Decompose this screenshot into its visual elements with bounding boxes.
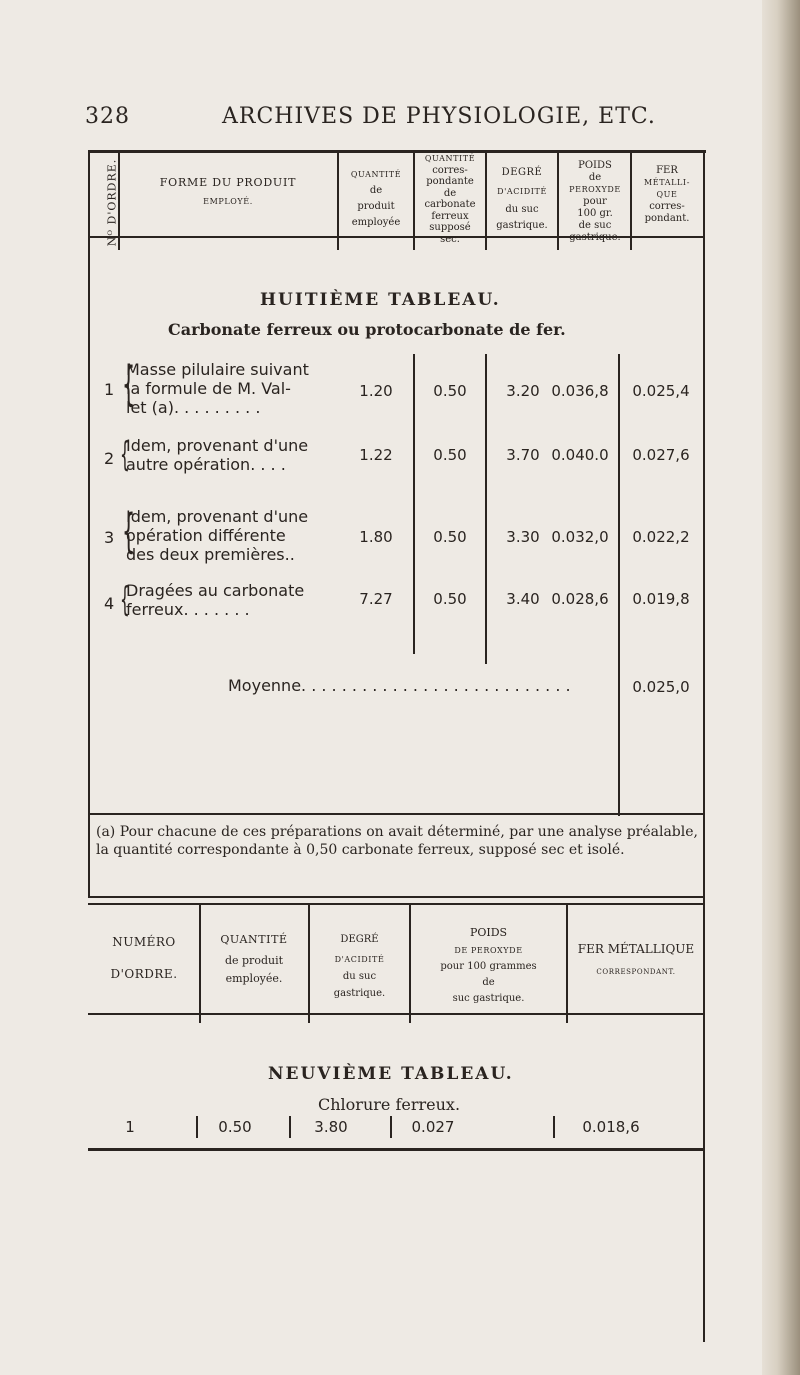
left-brace: { [122,357,136,411]
cell-degre: 3.70 [506,446,540,464]
row-rule [289,1116,291,1138]
cell-poids: 0.027 [411,1118,455,1136]
cell-carbonate: 0.50 [433,446,467,464]
row-rule [196,1116,198,1138]
col-rule [337,150,339,250]
product-description: Dragées au carbonate ferreux. . . . . . . [126,581,305,619]
row-number: 1 [104,380,115,399]
cell-carbonate: 0.50 [433,382,467,400]
row-number: 4 [104,594,115,613]
footnote-top-rule [88,813,705,815]
cell-fer: 0.022,2 [632,528,690,546]
header-poids: POIDS de PEROXYDE pour 100 gr. de suc gastrique. [569,160,621,243]
cell-degre: 3.80 [314,1118,348,1136]
cell-fer: 0.027,6 [632,446,690,464]
product-description: Masse pilulaire suivant la formule de M. Val- let (a). . . . . . . . . [126,360,309,417]
page-number: 328 [85,104,130,129]
row-number: 3 [104,528,115,547]
header-degre: DEGRÉ D'ACIDITÉ du suc gastrique. [333,934,386,999]
row-number: 2 [104,449,115,468]
left-brace: { [122,504,136,558]
cell-poids: 0.032,0 [551,528,609,546]
left-brace: { [119,435,130,475]
average-label: Moyenne. . . . . . . . . . . . . . . . . . . . . . . . . . . [228,676,571,695]
cell-quantite: 1.80 [359,528,393,546]
header-quantite-carbonate: QUANTITÉ corres- pondante de carbonate ferreux supposé sec. [424,154,476,245]
table-top-rule [88,903,705,905]
cell-numero: 1 [125,1118,135,1136]
average-value: 0.025,0 [632,678,690,696]
cell-poids: 0.040.0 [551,446,609,464]
cell-poids: 0.036,8 [551,382,609,400]
body-col-rule [485,354,487,664]
row-rule [553,1116,555,1138]
product-description: Idem, provenant d'une opération différente des deux premières.. [126,507,309,564]
table-title: HUITIÈME TABLEAU. [260,290,501,310]
cell-carbonate: 0.50 [433,590,467,608]
page-edge-shadow [762,0,800,1375]
header-poids: POIDS DE PEROXYDE pour 100 grammes de suc gastrique. [440,926,537,1004]
table-top-rule [88,150,706,153]
header-bottom-rule [88,1013,705,1015]
left-brace: { [119,580,130,620]
header-ordre: Nᴼ D'ORDRE. [105,158,119,247]
cell-quantite: 1.22 [359,446,393,464]
row-rule [390,1116,392,1138]
table-subtitle: Carbonate ferreux ou protocarbonate de fer. [168,320,566,339]
table-subtitle: Chlorure ferreux. [318,1095,461,1114]
header-quantite: QUANTITÉ de produit employée [350,170,402,228]
table-title: NEUVIÈME TABLEAU. [268,1064,514,1084]
cell-fer: 0.018,6 [582,1118,640,1136]
cell-carbonate: 0.50 [433,528,467,546]
cell-fer: 0.025,4 [632,382,690,400]
body-col-rule [413,354,415,654]
header-fer: FER MÉTALLI- QUE corres- pondant. [644,165,690,224]
cell-fer: 0.019,8 [632,590,690,608]
header-quantite: QUANTITÉ de produit employée. [220,933,288,985]
cell-degre: 3.40 [506,590,540,608]
header-degre: DEGRÉ D'ACIDITÉ du suc gastrique. [496,167,548,231]
cell-quantite: 0.50 [218,1118,252,1136]
cell-poids: 0.028,6 [551,590,609,608]
cell-quantite: 7.27 [359,590,393,608]
footnote: (a) Pour chacune de ces préparations on avait déterminé, par une analyse préalable, la quantité correspondante à 0,50 carbonate ferreux, supposé sec et isolé. [96,824,698,858]
cell-degre: 3.30 [506,528,540,546]
body-col-rule [618,354,620,816]
table-left-rule [88,150,90,898]
header-fer: FER MÉTALLIQUE CORRESPONDANT. [577,942,695,976]
table-bottom-rule [88,896,705,898]
header-numero: NUMÉRO D'ORDRE. [110,935,178,981]
cell-degre: 3.20 [506,382,540,400]
product-description: Idem, provenant d'une autre opération. . . . [126,436,309,474]
table-right-rule [703,150,705,1342]
running-title: ARCHIVES DE PHYSIOLOGIE, ETC. [222,104,656,129]
header-forme: FORME DU PRODUIT EMPLOYÉ. [159,176,297,206]
table-bottom-rule [88,1148,705,1151]
cell-quantite: 1.20 [359,382,393,400]
